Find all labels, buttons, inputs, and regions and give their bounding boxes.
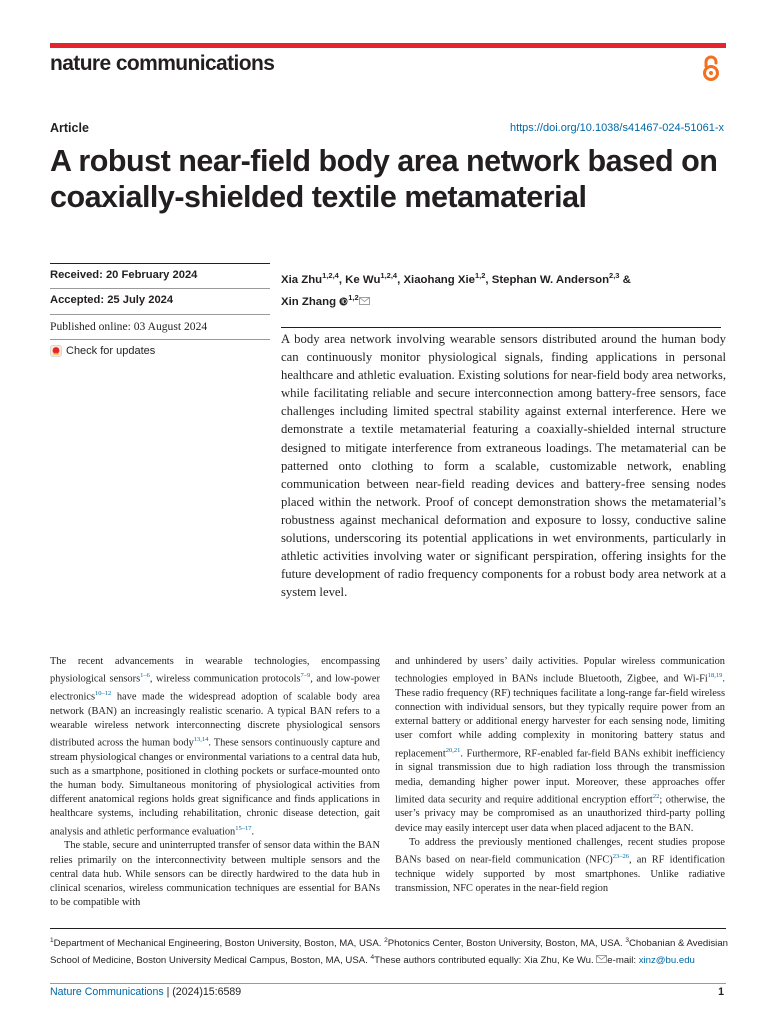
citation-ref[interactable]: 15–17 — [235, 824, 252, 832]
footnote-marker: 1 — [50, 937, 54, 944]
body-paragraph: The stable, secure and uninterrupted transfer of sensor data within the BAN relies primarily on the interconnectivity between multiple sensors and the central data hub. While sensors can be directly hardwired to the data hub in clinical scenarios, wireless communication techniques are essential for BANs to be compatible with — [50, 840, 380, 909]
mail-icon[interactable] — [359, 297, 370, 305]
received-date: Received: 20 February 2024 — [50, 269, 198, 281]
open-access-icon[interactable] — [700, 54, 722, 82]
citation-ref[interactable]: 7–9 — [300, 672, 311, 680]
footer-journal-link[interactable]: Nature Communications — [50, 986, 164, 998]
check-for-updates-label: Check for updates — [66, 345, 156, 357]
author-name[interactable]: Xiaohang Xie — [403, 273, 475, 286]
footer-citation — [50, 986, 241, 998]
accepted-date: Accepted: 25 July 2024 — [50, 294, 174, 306]
article-type: Article — [50, 121, 89, 135]
body-paragraph: To address the previously mentioned challenges, recent studies propose BANs based on near-field communication (NFC)$^{23-26}$, an RF identification technique widely supported by most smartphones. Unlike radiative transmission, NFC operates in the near-field region — [395, 836, 725, 894]
author-name[interactable]: Ke Wu — [345, 273, 381, 286]
citation-ref[interactable]: 18,19 — [707, 672, 723, 680]
author-list: Xia Zhu$^{1,2,4}$, Ke Wu$^{1,2,4}$, Xiaohang Xie$^{1,2}$, Stephan W. Anderson$^{2,3}$ & Xin Zhang $^{1,2}$ — [281, 271, 631, 308]
affiliation-text: Photonics Center, Boston University, Boston, MA, USA. — [387, 938, 626, 950]
author-affiliation: 2,3 — [609, 271, 620, 280]
affiliation-text: Department of Mechanical Engineering, Boston University, Boston, MA, USA. — [53, 938, 385, 950]
citation-ref[interactable]: 20,21 — [445, 746, 461, 754]
published-date: Published online: 03 August 2024 — [50, 320, 208, 333]
author-affiliation: 1,2 — [474, 271, 486, 280]
top-accent-bar — [50, 43, 726, 48]
citation-ref[interactable]: 10–12 — [95, 689, 112, 697]
page-number: 1 — [718, 986, 724, 998]
mail-icon — [596, 955, 607, 963]
article-title: A robust near-field body area network based on coaxially-shielded textile metamaterial — [50, 144, 718, 214]
footer-divider — [50, 983, 726, 984]
footnote-marker: 4 — [370, 953, 375, 961]
author-affiliation: 1,2,4 — [380, 271, 398, 280]
citation-ref[interactable]: 13,14 — [193, 735, 209, 743]
orcid-icon[interactable] — [339, 297, 348, 306]
citation-ref[interactable]: 22 — [652, 792, 660, 800]
footnote-divider — [50, 928, 726, 929]
citation-ref[interactable]: 1–6 — [140, 672, 150, 680]
abstract-divider — [281, 327, 721, 328]
author-affiliation: 1,2 — [348, 292, 359, 302]
email-label: e-mail: — [607, 955, 639, 967]
email-link[interactable]: xinz@bu.edu — [638, 955, 695, 967]
journal-name: nature communications — [50, 52, 275, 75]
affiliations-footnote — [50, 934, 730, 968]
check-for-updates-icon — [50, 345, 62, 357]
doi-link[interactable]: https://doi.org/10.1038/s41467-024-51061-x — [509, 122, 724, 134]
body-column-left — [50, 655, 380, 910]
citation-ref[interactable]: 23–26 — [612, 853, 630, 861]
meta-divider — [50, 288, 270, 289]
body-column-right — [395, 655, 725, 896]
abstract: A body area network involving wearable sensors distributed around the human body can continuously monitor physiological signals, finding applications in personal healthcare and athletic evaluation. Existing solutions for near-field body area networks, while facilitating reliable and secure interconnection among battery-free sensors, face challenges including limited spectral stability against external interference. Here we demonstrate a textile metamaterial featuring a coaxially-shielded internal structure designed to mitigate interference from extraneous loadings. The metamaterial can be patterned onto clothing to form a scalable, customizable network, enabling communication between near-field reading devices and battery-free sensing nodes placed within the network. Proof of concept demonstration shows the metamaterial’s robustness against mechanical deformation and exposure to lossy, conductive saline solutions, underscoring its potential applications in wet environments, particularly in athletic activities involving water or significant perspiration, offering insights for the future development of radio frequency components for a robust body area network at a system level. — [281, 332, 726, 600]
author-name[interactable]: Stephan W. Anderson — [491, 273, 610, 286]
footnote-marker: 2 — [384, 937, 388, 944]
author-name[interactable]: Xin Zhang — [281, 295, 337, 308]
author-name[interactable]: Xia Zhu — [281, 273, 323, 286]
footer-volume: | (2024)15:6589 — [163, 986, 242, 998]
meta-divider — [50, 314, 270, 315]
affiliation-text: Chobanian & Avedisian School of Medicine, Boston University Medical Campus, Boston, MA, USA. — [50, 938, 728, 967]
footnote-marker: 3 — [625, 937, 629, 944]
body-paragraph: The recent advancements in wearable technologies, encompassing physiological sensors$^{1-6}$, wireless communication protocols$^{7-9}$, and low-power electronics$^{10-12}$ have made the widespread adoption of scalable body area network (BAN) an increasingly realistic scenario. A typical BAN refers to a wearable wireless network interconnecting discrete physiological sensors distributed across the human body$^{13,14}$. These sensors continuously capture and stream physiological changes or environmental variations to a central data hub, such as a smartphone, positioned in clothing pockets or surface-mounted onto the human body. Simultaneous monitoring of physiological activities from different anatomical regions holds great significance and finds applications in healthcare systems, including rehabilitation, chronic disease detection, gait analysis and athletic performance evaluation$^{15-17}$. — [50, 656, 380, 838]
meta-divider — [50, 263, 270, 264]
affiliation-text: These authors contributed equally: Xia Zhu, Ke Wu. — [374, 955, 597, 967]
check-for-updates-button[interactable] — [50, 345, 155, 357]
meta-divider — [50, 339, 270, 340]
author-affiliation: 1,2,4 — [322, 271, 339, 280]
body-paragraph: and unhindered by users’ daily activities. Popular wireless communication technologies employed in BANs include Bluetooth, Zigbee, and Wi-Fi$^{18,19}$. These radio frequency (RF) techniques facilitate a long-range far-field wireless connection with individual sensors, but they typically require power from an external battery or additional energy harvester for each sensing node, limiting user comfort while adding complexity in monitoring battery status and replacement$^{20,21}$. Furthermore, RF-enabled far-field BANs exhibit inefficiency in signal transmission due to high radiation loss through the transmission media, demanding higher power input. Moreover, these approaches offer limited data security and require additional encryption effort$^{22}$; otherwise, the user’s privacy may be compromised as an unauthorized third-party polling device may easily intercept user data when placed adjacent to the BAN. — [395, 656, 725, 834]
